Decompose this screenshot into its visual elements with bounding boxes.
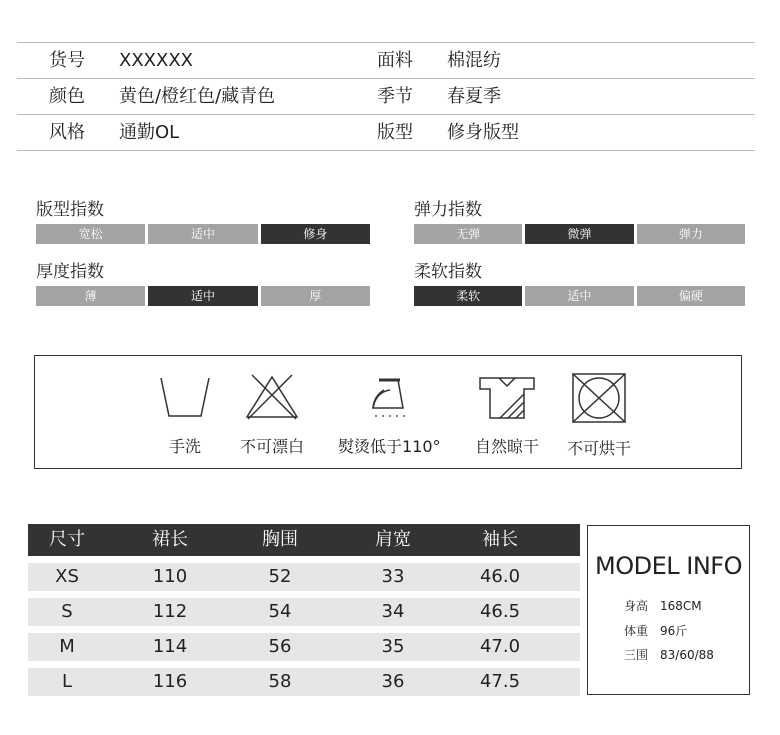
care-label: 手洗 bbox=[168, 437, 201, 456]
spec-table bbox=[17, 42, 755, 151]
table-cell: M bbox=[59, 636, 75, 657]
care-instructions bbox=[34, 355, 742, 469]
model-height bbox=[624, 597, 702, 614]
model-weight bbox=[624, 622, 687, 639]
table-cell: 58 bbox=[268, 671, 292, 692]
model-height-label: 身高 bbox=[624, 599, 649, 613]
spec-value: 棉混纺 bbox=[447, 50, 501, 71]
index-segment: 偏硬 bbox=[637, 286, 745, 306]
model-measurements bbox=[624, 646, 714, 663]
spec-row bbox=[17, 114, 755, 151]
stretch-index-bar bbox=[414, 224, 745, 244]
model-height-value: 168CM bbox=[660, 599, 702, 613]
care-item-no-bleach bbox=[240, 372, 304, 457]
fit-index-bar bbox=[36, 224, 370, 244]
size-table bbox=[28, 524, 580, 696]
spec-value: 修身版型 bbox=[447, 122, 519, 143]
index-segment: 适中 bbox=[148, 286, 257, 306]
do-not-tumble-dry-icon bbox=[569, 372, 629, 424]
index-segment: 薄 bbox=[36, 286, 145, 306]
care-item-iron bbox=[338, 372, 441, 457]
table-cell: 52 bbox=[268, 566, 292, 587]
index-segment: 无弹 bbox=[414, 224, 522, 244]
thickness-index-bar bbox=[36, 286, 370, 306]
index-segment: 宽松 bbox=[36, 224, 145, 244]
spec-row bbox=[17, 78, 755, 114]
spec-value: XXXXXX bbox=[119, 50, 193, 71]
softness-index-bar bbox=[414, 286, 745, 306]
table-cell: 35 bbox=[381, 636, 405, 657]
care-item-no-tumble bbox=[567, 372, 631, 459]
fit-index bbox=[36, 200, 370, 244]
model-measure-label: 三围 bbox=[624, 648, 649, 662]
index-segment: 修身 bbox=[261, 224, 370, 244]
care-item-dry-flat bbox=[472, 372, 542, 457]
table-cell: 110 bbox=[152, 566, 188, 587]
spec-value: 通勤OL bbox=[119, 122, 180, 143]
spec-value: 春夏季 bbox=[447, 86, 501, 107]
header-cell: 尺寸 bbox=[49, 529, 85, 550]
table-cell: 116 bbox=[152, 671, 188, 692]
table-cell: 33 bbox=[381, 566, 405, 587]
softness-index-title: 柔软指数 bbox=[414, 262, 482, 282]
do-not-bleach-icon bbox=[242, 372, 302, 422]
table-row bbox=[28, 633, 580, 661]
table-cell: L bbox=[61, 671, 73, 692]
header-cell: 袖长 bbox=[482, 529, 518, 550]
softness-index bbox=[414, 262, 745, 306]
dry-flat-icon bbox=[472, 372, 542, 422]
model-measure-value: 83/60/88 bbox=[660, 648, 714, 662]
stretch-index-title: 弹力指数 bbox=[414, 200, 482, 220]
size-table-header bbox=[28, 524, 580, 556]
spec-row bbox=[17, 42, 755, 78]
table-cell: S bbox=[61, 601, 73, 622]
model-weight-value: 96斤 bbox=[660, 624, 688, 638]
care-item-hand-wash bbox=[155, 372, 215, 457]
care-label: 不可烘干 bbox=[567, 439, 632, 458]
table-cell: 46.0 bbox=[479, 566, 521, 587]
thickness-index-title: 厚度指数 bbox=[36, 262, 104, 282]
care-label: 不可漂白 bbox=[240, 437, 305, 456]
index-segment: 微弹 bbox=[525, 224, 633, 244]
index-segment: 厚 bbox=[261, 286, 370, 306]
table-cell: 112 bbox=[152, 601, 188, 622]
spec-label: 颜色 bbox=[49, 86, 85, 107]
table-cell: 36 bbox=[381, 671, 405, 692]
index-segment: 适中 bbox=[525, 286, 633, 306]
table-cell: 46.5 bbox=[479, 601, 521, 622]
spec-label: 面料 bbox=[377, 50, 413, 71]
spec-label: 风格 bbox=[49, 122, 85, 143]
hand-wash-icon bbox=[155, 372, 215, 422]
care-label: 熨烫低于110° bbox=[338, 437, 441, 456]
table-cell: 47.0 bbox=[479, 636, 521, 657]
table-row bbox=[28, 598, 580, 626]
table-cell: 54 bbox=[268, 601, 292, 622]
fit-index-title: 版型指数 bbox=[36, 200, 104, 220]
index-segment: 柔软 bbox=[414, 286, 522, 306]
model-weight-label: 体重 bbox=[624, 624, 649, 638]
model-info-box bbox=[587, 525, 750, 695]
table-row bbox=[28, 563, 580, 591]
header-cell: 裙长 bbox=[152, 529, 188, 550]
table-cell: 47.5 bbox=[479, 671, 521, 692]
spec-label: 季节 bbox=[377, 86, 413, 107]
stretch-index bbox=[414, 200, 745, 244]
table-cell: 56 bbox=[268, 636, 292, 657]
care-label: 自然晾干 bbox=[474, 437, 539, 456]
spec-label: 货号 bbox=[49, 50, 85, 71]
index-segment: 适中 bbox=[148, 224, 257, 244]
iron-low-icon bbox=[354, 372, 424, 422]
table-row bbox=[28, 668, 580, 696]
spec-value: 黄色/橙红色/藏青色 bbox=[119, 86, 276, 107]
table-cell: 34 bbox=[381, 601, 405, 622]
header-cell: 肩宽 bbox=[375, 529, 411, 550]
model-info-title: MODEL INFO bbox=[595, 552, 742, 580]
thickness-index bbox=[36, 262, 370, 306]
index-segment: 弹力 bbox=[637, 224, 745, 244]
header-cell: 胸围 bbox=[262, 529, 298, 550]
spec-label: 版型 bbox=[377, 122, 413, 143]
table-cell: 114 bbox=[152, 636, 188, 657]
table-cell: XS bbox=[55, 566, 79, 587]
